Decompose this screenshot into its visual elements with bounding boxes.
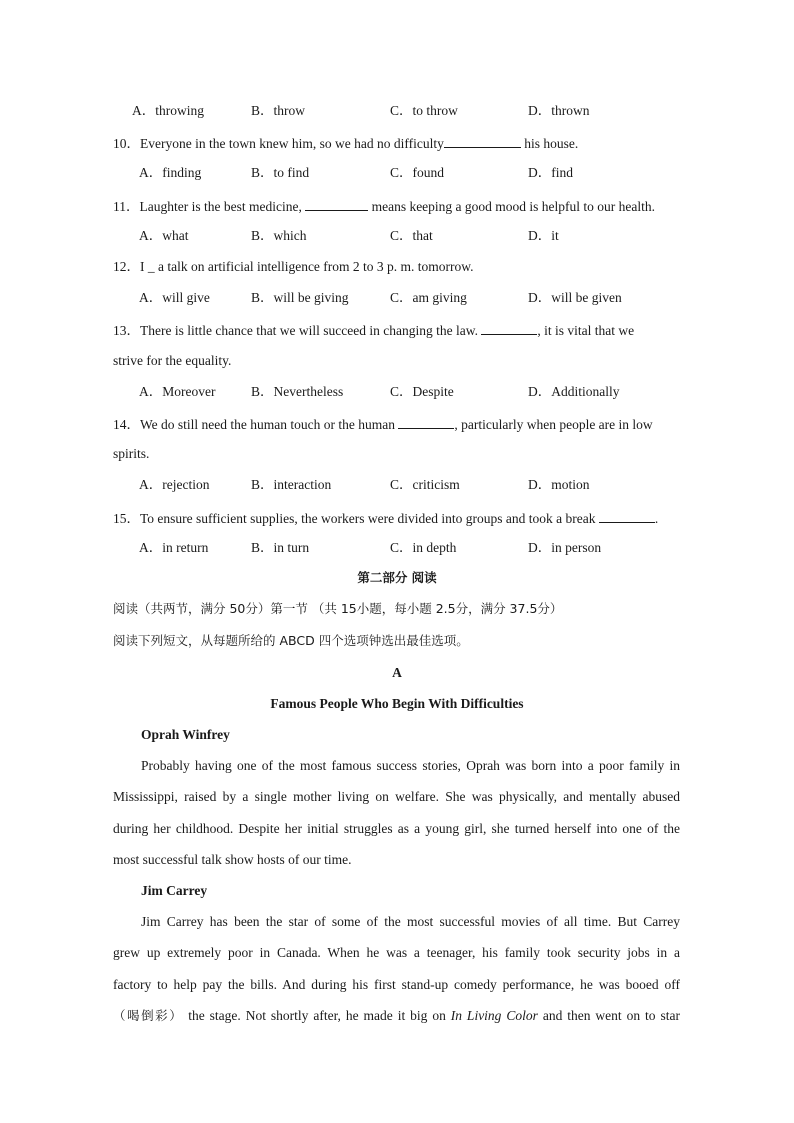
- q10-stem: [113, 135, 578, 151]
- part2-instruction-2: 阅读下列短文，从每题所给的 ABCD 四个选项钟选出最佳选项。: [113, 633, 469, 648]
- q14-option-c: C．criticism: [390, 477, 460, 492]
- q13-stem: [113, 322, 634, 338]
- q9-option-d: D．thrown: [528, 103, 590, 118]
- paragraph-line: during her childhood. Despite her initial struggles as a young girl, she turned herself into one of the: [113, 821, 680, 836]
- q13-stem-before: 13．There is little chance that we will succeed in changing the law.: [113, 323, 482, 338]
- q12-option-a: A．will give: [139, 290, 210, 305]
- paragraph-line: Jim Carrey has been the star of some of the most successful movies of all time. But Carrey: [141, 914, 680, 929]
- q13-option-a: A．Moreover: [139, 384, 216, 399]
- q11-option-d: D．it: [528, 228, 559, 243]
- q13-blank: [481, 322, 537, 335]
- q11-stem: [113, 198, 655, 214]
- q15-blank: [599, 510, 655, 523]
- passage-title: Famous People Who Begin With Difficulties: [270, 696, 524, 711]
- q13-option-c: C．Despite: [390, 384, 454, 399]
- q14-stem-after: , particularly when people are in low: [454, 417, 653, 432]
- paragraph-line: grew up extremely poor in Canada. When he was a teenager, his family took security jobs in a: [113, 945, 680, 960]
- paragraph-text: and then went on to star: [537, 1008, 680, 1023]
- paragraph-line-last: [113, 1009, 680, 1023]
- q11-option-c: C．that: [390, 228, 433, 243]
- q15-stem-after: .: [654, 511, 659, 526]
- passage-letter: A: [392, 665, 402, 680]
- paragraph-line: factory to help pay the bills. And during his first stand-up comedy performance, he was booed off: [113, 977, 680, 992]
- paragraph-cjk-gloss: （喝倒彩）: [113, 1008, 184, 1023]
- q10-stem-before: 10．Everyone in the town knew him, so we had no difficulty: [113, 136, 444, 151]
- paragraph-line: Probably having one of the most famous success stories, Oprah was born into a poor family in: [141, 758, 680, 773]
- part2-heading: 第二部分 阅读: [357, 570, 437, 585]
- q15-stem: [113, 510, 658, 526]
- q11-stem-after: means keeping a good mood is helpful to our health.: [368, 199, 656, 214]
- q15-option-d: D．in person: [528, 540, 602, 555]
- q13-option-d: D．Additionally: [528, 384, 620, 399]
- q12-stem: 12．I _ a talk on artificial intelligence from 2 to 3 p. m. tomorrow.: [113, 259, 474, 274]
- show-title: In Living Color: [450, 1008, 538, 1023]
- q14-stem: [113, 416, 653, 432]
- q12-option-d: D．will be given: [528, 290, 622, 305]
- person-heading-carrey: Jim Carrey: [141, 883, 208, 898]
- q10-option-d: D．find: [528, 165, 573, 180]
- q15-option-c: C．in depth: [390, 540, 457, 555]
- q13-stem-after: , it is vital that we: [537, 323, 635, 338]
- paragraph-text: the stage. Not shortly after, he made it big on: [183, 1008, 451, 1023]
- q14-option-b: B．interaction: [251, 477, 332, 492]
- q10-option-c: C．found: [390, 165, 444, 180]
- q12-option-b: B．will be giving: [251, 290, 349, 305]
- q14-option-a: A．rejection: [139, 477, 210, 492]
- q12-option-c: C．am giving: [390, 290, 467, 305]
- q13-stem-line2: strive for the equality.: [113, 353, 232, 368]
- q14-blank: [398, 416, 454, 429]
- q14-stem-before: 14．We do still need the human touch or the human: [113, 417, 399, 432]
- person-heading-oprah: Oprah Winfrey: [141, 727, 230, 742]
- q9-option-b: B．throw: [251, 103, 305, 118]
- q11-stem-before: 11．Laughter is the best medicine,: [113, 199, 306, 214]
- q14-option-d: D．motion: [528, 477, 590, 492]
- q10-option-a: A．finding: [139, 165, 202, 180]
- q15-option-b: B．in turn: [251, 540, 310, 555]
- q15-stem-before: 15．To ensure sufficient supplies, the workers were divided into groups and took a break: [113, 511, 599, 526]
- q11-blank: [305, 198, 368, 211]
- q11-option-b: B．which: [251, 228, 307, 243]
- q10-stem-after: his house.: [520, 136, 579, 151]
- q11-option-a: A．what: [139, 228, 189, 243]
- q13-option-b: B．Nevertheless: [251, 384, 344, 399]
- q14-stem-line2: spirits.: [113, 446, 150, 461]
- paragraph-line: Mississippi, raised by a single mother living on welfare. She was physically, and mentally abused: [113, 789, 680, 804]
- q15-option-a: A．in return: [139, 540, 209, 555]
- part2-instruction-1: 阅读（共两节，满分 50分）第一节 （共 15小题，每小题 2.5分，满分 37.5分）: [113, 601, 563, 616]
- q9-option-a: A．throwing: [132, 103, 204, 118]
- q10-option-b: B．to find: [251, 165, 310, 180]
- q10-blank: [444, 135, 521, 148]
- paragraph-line: most successful talk show hosts of our time.: [113, 852, 352, 867]
- q9-option-c: C．to throw: [390, 103, 458, 118]
